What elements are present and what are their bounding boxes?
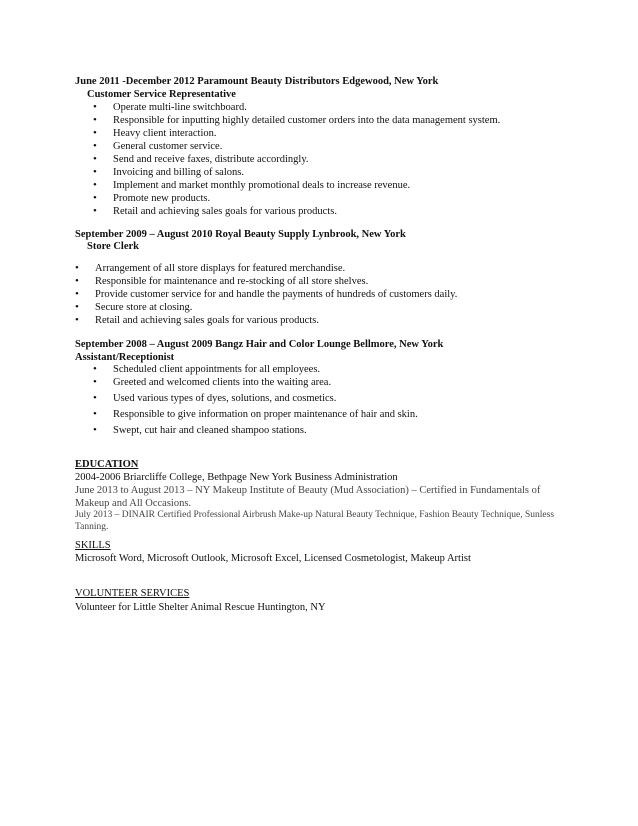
job1-heading: June 2011 -December 2012 Paramount Beauty Distributors Edgewood, New York	[75, 76, 439, 87]
list-item: • Responsible for maintenance and re-stocking of all store shelves.	[95, 275, 457, 288]
education-line: June 2013 to August 2013 – NY Makeup Institute of Beauty (Mud Association) – Certified in Fundamentals of	[75, 485, 541, 496]
list-item: • Heavy client interaction.	[113, 127, 500, 140]
list-item: • General customer service.	[113, 140, 500, 153]
volunteer-title: VOLUNTEER SERVICES	[75, 588, 190, 599]
skills-text: Microsoft Word, Microsoft Outlook, Microsoft Excel, Licensed Cosmetologist, Makeup Artist	[75, 553, 471, 564]
list-item: • Implement and market monthly promotional deals to increase revenue.	[113, 179, 500, 192]
list-item: • Scheduled client appointments for all employees.	[113, 363, 418, 376]
education-line: 2004-2006 Briarcliffe College, Bethpage New York Business Administration	[75, 472, 398, 483]
list-item: • Greeted and welcomed clients into the waiting area.	[113, 376, 418, 389]
education-line: Tanning.	[75, 522, 109, 532]
job1-role: Customer Service Representative	[87, 89, 236, 100]
job2-role: Store Clerk	[87, 241, 140, 252]
list-item: • Used various types of dyes, solutions, and cosmetics.	[113, 392, 418, 405]
list-item: • Promote new products.	[113, 192, 500, 205]
list-item: • Arrangement of all store displays for featured merchandise.	[95, 262, 457, 275]
list-item: • Secure store at closing.	[95, 301, 457, 314]
list-item: • Send and receive faxes, distribute accordingly.	[113, 153, 500, 166]
skills-title: SKILLS	[75, 540, 111, 551]
job3-heading: September 2008 – August 2009 Bangz Hair and Color Lounge Bellmore, New York	[75, 339, 444, 350]
education-title: EDUCATION	[75, 459, 139, 470]
list-item: • Retail and achieving sales goals for various products.	[95, 314, 457, 327]
list-item: • Invoicing and billing of salons.	[113, 166, 500, 179]
job2-duties-list	[95, 262, 457, 327]
job1-duties-list	[113, 101, 500, 218]
list-item: • Retail and achieving sales goals for various products.	[113, 205, 500, 218]
education-line: July 2013 – DINAIR Certified Professional Airbrush Make-up Natural Beauty Technique, Fashion Beauty Technique, Sunless	[75, 510, 555, 520]
education-line: Makeup and All Occasions.	[75, 498, 192, 509]
list-item: • Responsible for inputting highly detailed customer orders into the data management system.	[113, 114, 500, 127]
volunteer-text: Volunteer for Little Shelter Animal Rescue Huntington, NY	[75, 602, 326, 613]
job2-heading: September 2009 – August 2010 Royal Beauty Supply Lynbrook, New York	[75, 229, 406, 240]
job3-role: Assistant/Receptionist	[75, 352, 175, 363]
list-item: • Responsible to give information on proper maintenance of hair and skin.	[113, 408, 418, 421]
job3-duties-list	[113, 363, 418, 437]
list-item: • Swept, cut hair and cleaned shampoo stations.	[113, 424, 418, 437]
list-item: • Operate multi-line switchboard.	[113, 101, 500, 114]
list-item: • Provide customer service for and handle the payments of hundreds of customers daily.	[95, 288, 457, 301]
